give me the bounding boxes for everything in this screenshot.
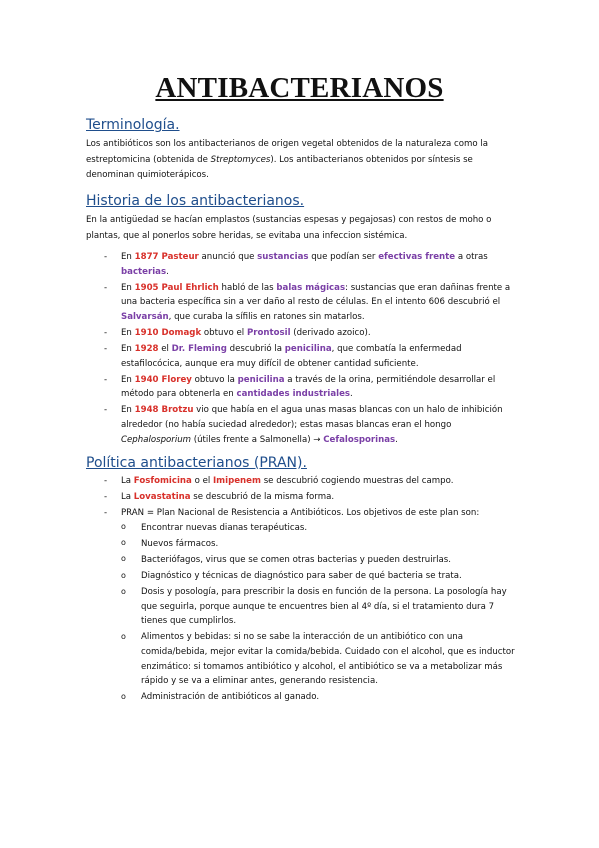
objective-item: o Alimentos y bebidas: si no se sabe la interacción de un antibiótico con una comida/bebida, mejor evitar la comida/bebida. Cuidado con el alcohol, que es inductor enzimático: si tomamos antibiótico y alcohol, el antibiótico se va a metabolizar más rápido y se va a eliminar antes, generando resistencia.: [121, 630, 516, 688]
section-heading-terminologia: Terminología.: [86, 117, 180, 133]
politica-list: [86, 474, 516, 706]
section-heading-historia: Historia de los antibacterianos.: [86, 193, 305, 209]
objective-item: o Nuevos fármacos.: [121, 537, 516, 552]
pran-objectives-list: [121, 521, 516, 705]
list-item: - La Lovastatina se descubrió de la misma forma.: [86, 490, 516, 505]
italic-text: Streptomyces: [210, 154, 271, 165]
list-item: - En 1877 Pasteur anunció que sustancias que podían ser efectivas frente a otras bacterias.: [86, 250, 516, 279]
objective-item: o Bacteriófagos, virus que se comen otras bacterias y pueden destruirlas.: [121, 553, 516, 568]
terminologia-paragraph: [86, 137, 516, 184]
list-item: - En 1940 Florey obtuvo la penicilina a través de la orina, permitiéndole desarrollar el método para obtenerla en cantidades industriales.: [86, 373, 516, 402]
historia-intro: En la antigüedad se hacían emplastos (sustancias espesas y pegajosas) con restos de moho o plantas, que al ponerlos sobre heridas, se evitaba una infeccion sistémica.: [86, 215, 492, 241]
list-item: - En 1948 Brotzu vio que había en el agua unas masas blancas con un halo de inhibición alrededor (no había suciedad alrededor); estas masas blancas eran el hongo Cephalosporium (útiles frente a Salmonella) → Cefalosporinas.: [86, 403, 516, 447]
list-item: - En 1910 Domagk obtuvo el Prontosil (derivado azoico).: [86, 326, 516, 341]
section-heading-politica: Política antibacterianos (PRAN).: [86, 455, 307, 471]
historia-list: [86, 250, 516, 449]
document-title: ANTIBACTERIANOS: [155, 72, 444, 104]
pran-text: PRAN = Plan Nacional de Resistencia a Antibióticos. Los objetivos de este plan son:: [121, 508, 480, 519]
list-item: - En 1905 Paul Ehrlich habló de las balas mágicas: sustancias que eran dañinas frente a una bacteria específica sin a ver daño al resto de células. En el intento 606 descubrió el Salvarsán, que curaba la sífilis en ratones sin matarlos.: [86, 281, 516, 325]
objective-item: o Administración de antibióticos al ganado.: [121, 690, 516, 705]
list-item: [86, 506, 516, 705]
list-item: - En 1928 el Dr. Fleming descubrió la penicilina, que combatía la enfermedad estafilocócica, aunque era muy difícil de obtener cantidad suficiente.: [86, 342, 516, 371]
objective-item: o Dosis y posología, para prescribir la dosis en función de la persona. La posología hay que seguirla, porque aunque te encuentres bien al 4º día, si el tratamiento dura 7 tienes que cumplirlos.: [121, 585, 516, 629]
list-item: - La Fosfomicina o el Imipenem se descubrió cogiendo muestras del campo.: [86, 474, 516, 489]
text-span: ). Los antibacterianos obtenidos por síntesis se denominan quimioterápicos.: [86, 154, 473, 181]
objective-item: o Diagnóstico y técnicas de diagnóstico para saber de qué bacteria se trata.: [121, 569, 516, 584]
objective-item: o Encontrar nuevas dianas terapéuticas.: [121, 521, 516, 536]
text-span: Los antibióticos son los antibacterianos de origen vegetal obtenidos de la naturaleza como la estreptomicina (obtenida de: [86, 139, 489, 165]
arrow-icon: →: [313, 434, 321, 445]
